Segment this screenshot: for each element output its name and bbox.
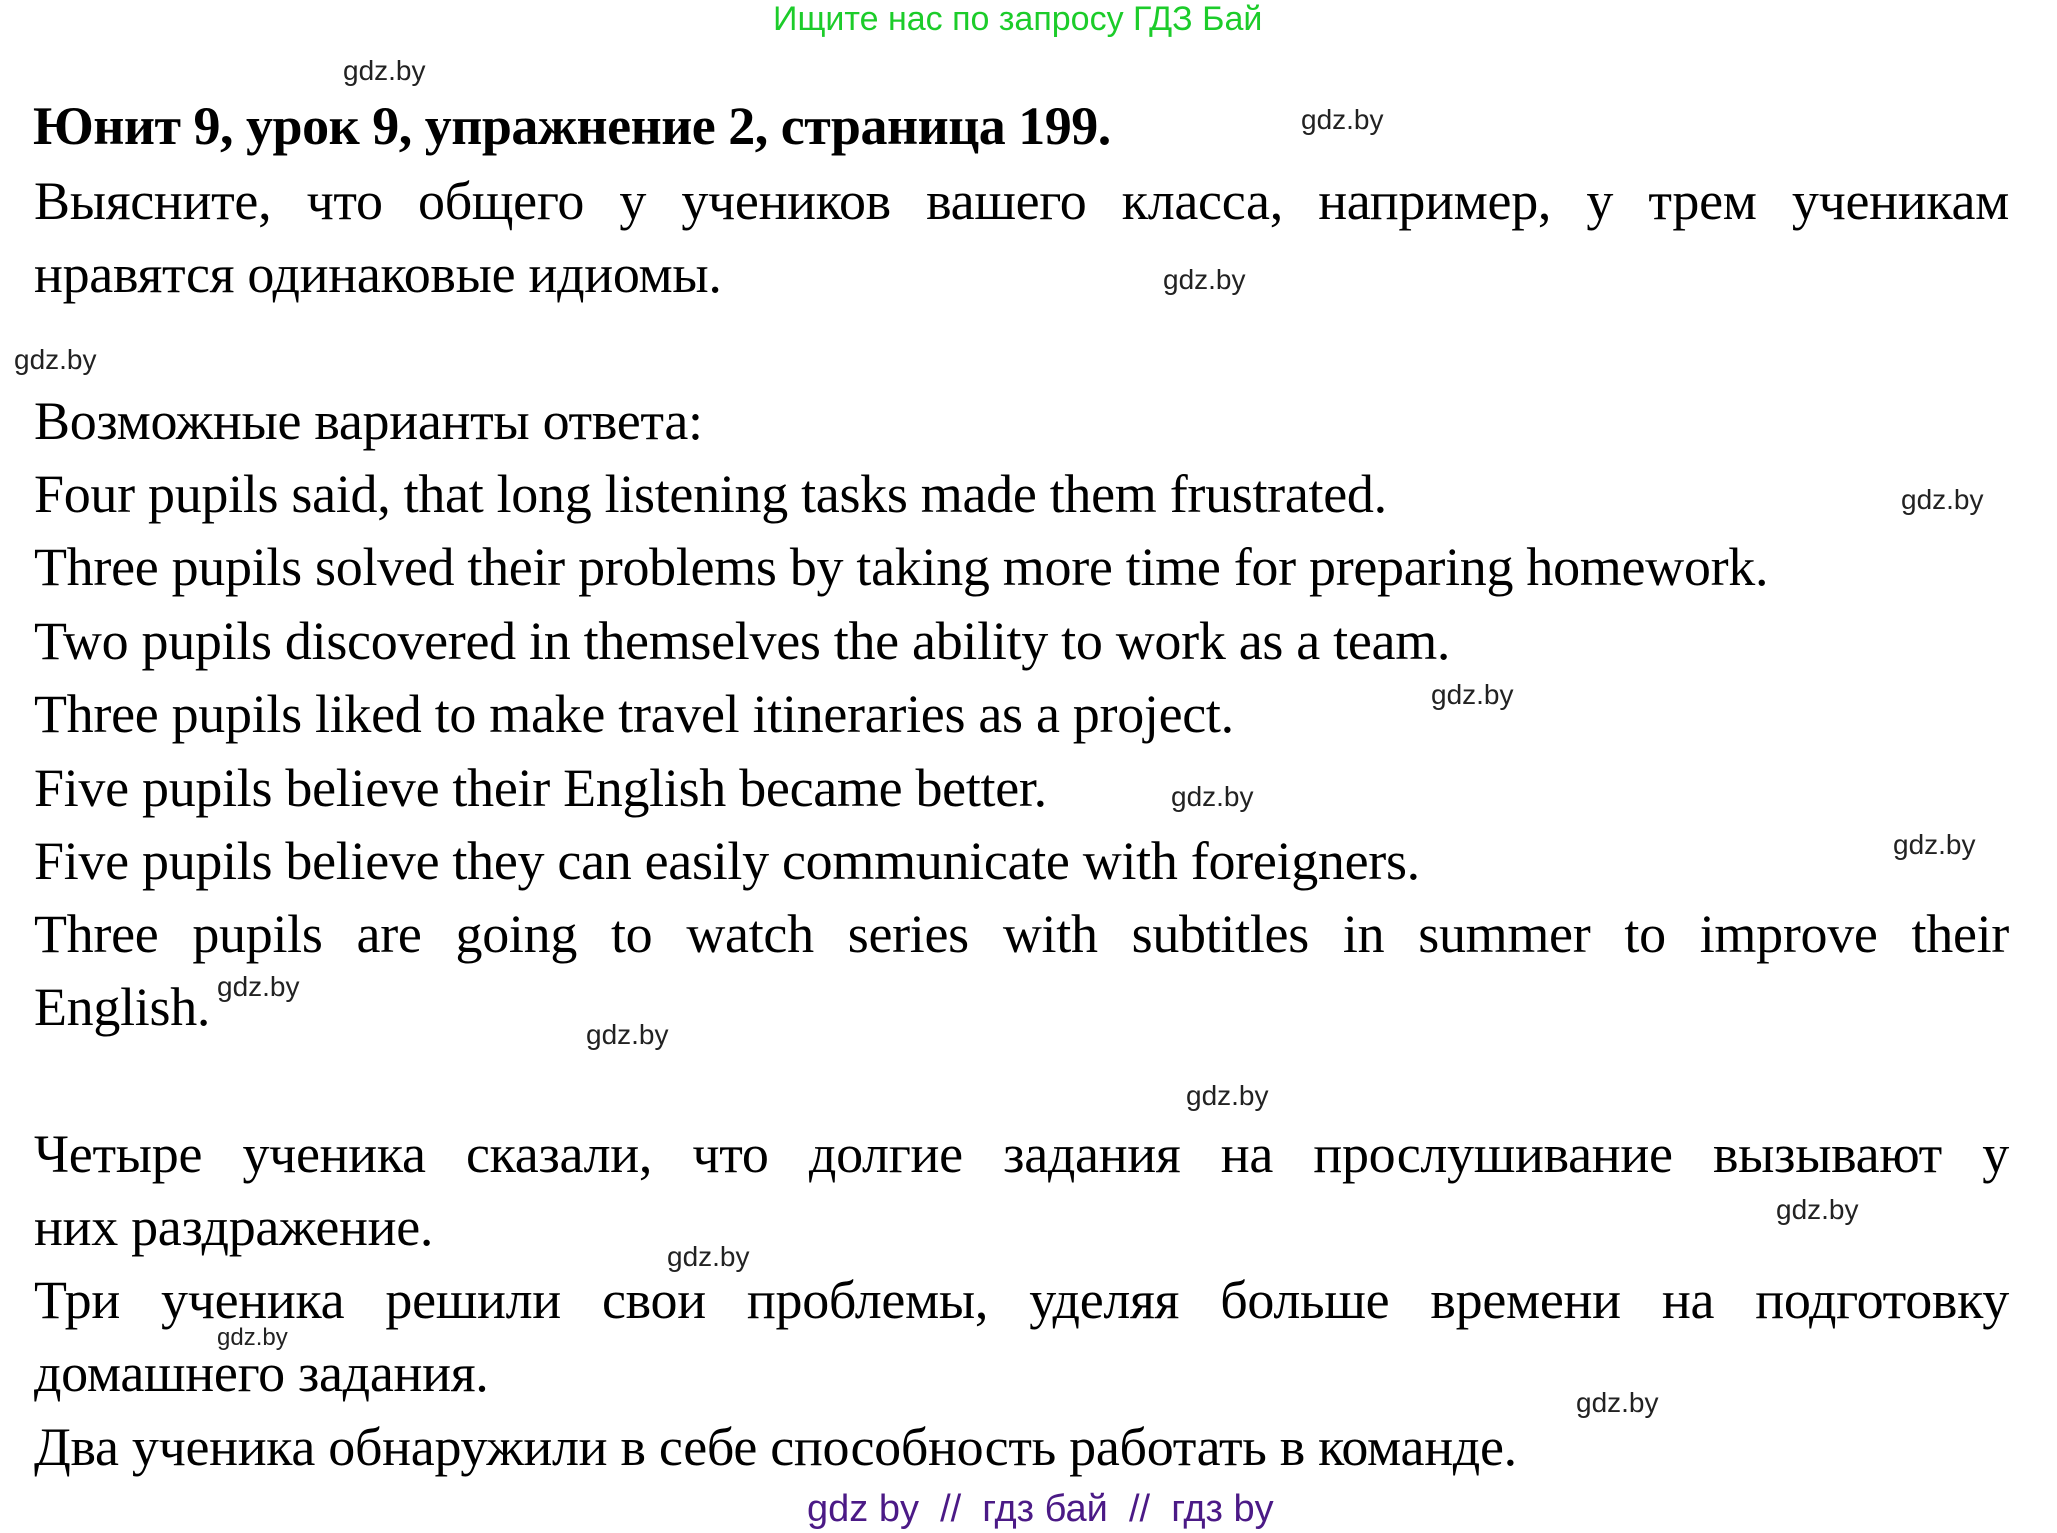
watermark: gdz.by — [14, 344, 97, 375]
russian-line-4: домашнего задания. — [34, 1343, 489, 1403]
page-title: Юнит 9, урок 9, упражнение 2, страница 199. — [33, 96, 1111, 156]
english-line-1: Four pupils said, that long listening tasks made them frustrated. — [34, 464, 1387, 524]
english-line-2: Three pupils solved their problems by taking more time for preparing homework. — [34, 537, 1769, 597]
footer-watermark: gdz by // гдз бай // гдз by — [807, 1488, 1274, 1530]
watermark: gdz.by — [217, 971, 300, 1002]
english-line-8: English. — [34, 977, 211, 1037]
task-line-2: нравятся одинаковые идиомы. — [34, 244, 722, 304]
promo-header: Ищите нас по запросу ГДЗ Бай — [773, 0, 1263, 38]
watermark: gdz.by — [1893, 829, 1976, 860]
watermark: gdz.by — [1171, 781, 1254, 812]
watermark: gdz.by — [1301, 104, 1384, 135]
watermark: gdz.by — [1163, 264, 1246, 295]
english-line-7: Three pupils are going to watch series with subtitles in summer to improve their — [34, 904, 2009, 964]
task-line-1: Выясните, что общего у учеников вашего класса, например, у трем ученикам — [34, 171, 2009, 231]
watermark: gdz.by — [1431, 679, 1514, 710]
russian-line-3: Три ученика решили свои проблемы, уделяя больше времени на подготовку — [34, 1270, 2009, 1330]
watermark: gdz.by — [586, 1019, 669, 1050]
watermark: gdz.by — [1576, 1387, 1659, 1418]
english-line-5: Five pupils believe their English became better. — [34, 758, 1047, 818]
russian-line-5: Два ученика обнаружили в себе способность работать в команде. — [34, 1417, 1517, 1477]
watermark: gdz.by — [1776, 1194, 1859, 1225]
english-line-6: Five pupils believe they can easily communicate with foreigners. — [34, 831, 1420, 891]
watermark: gdz.by — [217, 1324, 288, 1351]
russian-line-1: Четыре ученика сказали, что долгие задания на прослушивание вызывают у — [34, 1124, 2009, 1184]
watermark: gdz.by — [343, 55, 426, 86]
russian-line-2: них раздражение. — [34, 1197, 434, 1257]
watermark: gdz.by — [667, 1241, 750, 1272]
english-line-4: Three pupils liked to make travel itineraries as a project. — [34, 684, 1234, 744]
watermark: gdz.by — [1901, 484, 1984, 515]
answer-heading: Возможные варианты ответа: — [34, 391, 703, 451]
watermark: gdz.by — [1186, 1080, 1269, 1111]
english-line-3: Two pupils discovered in themselves the ability to work as a team. — [34, 611, 1451, 671]
